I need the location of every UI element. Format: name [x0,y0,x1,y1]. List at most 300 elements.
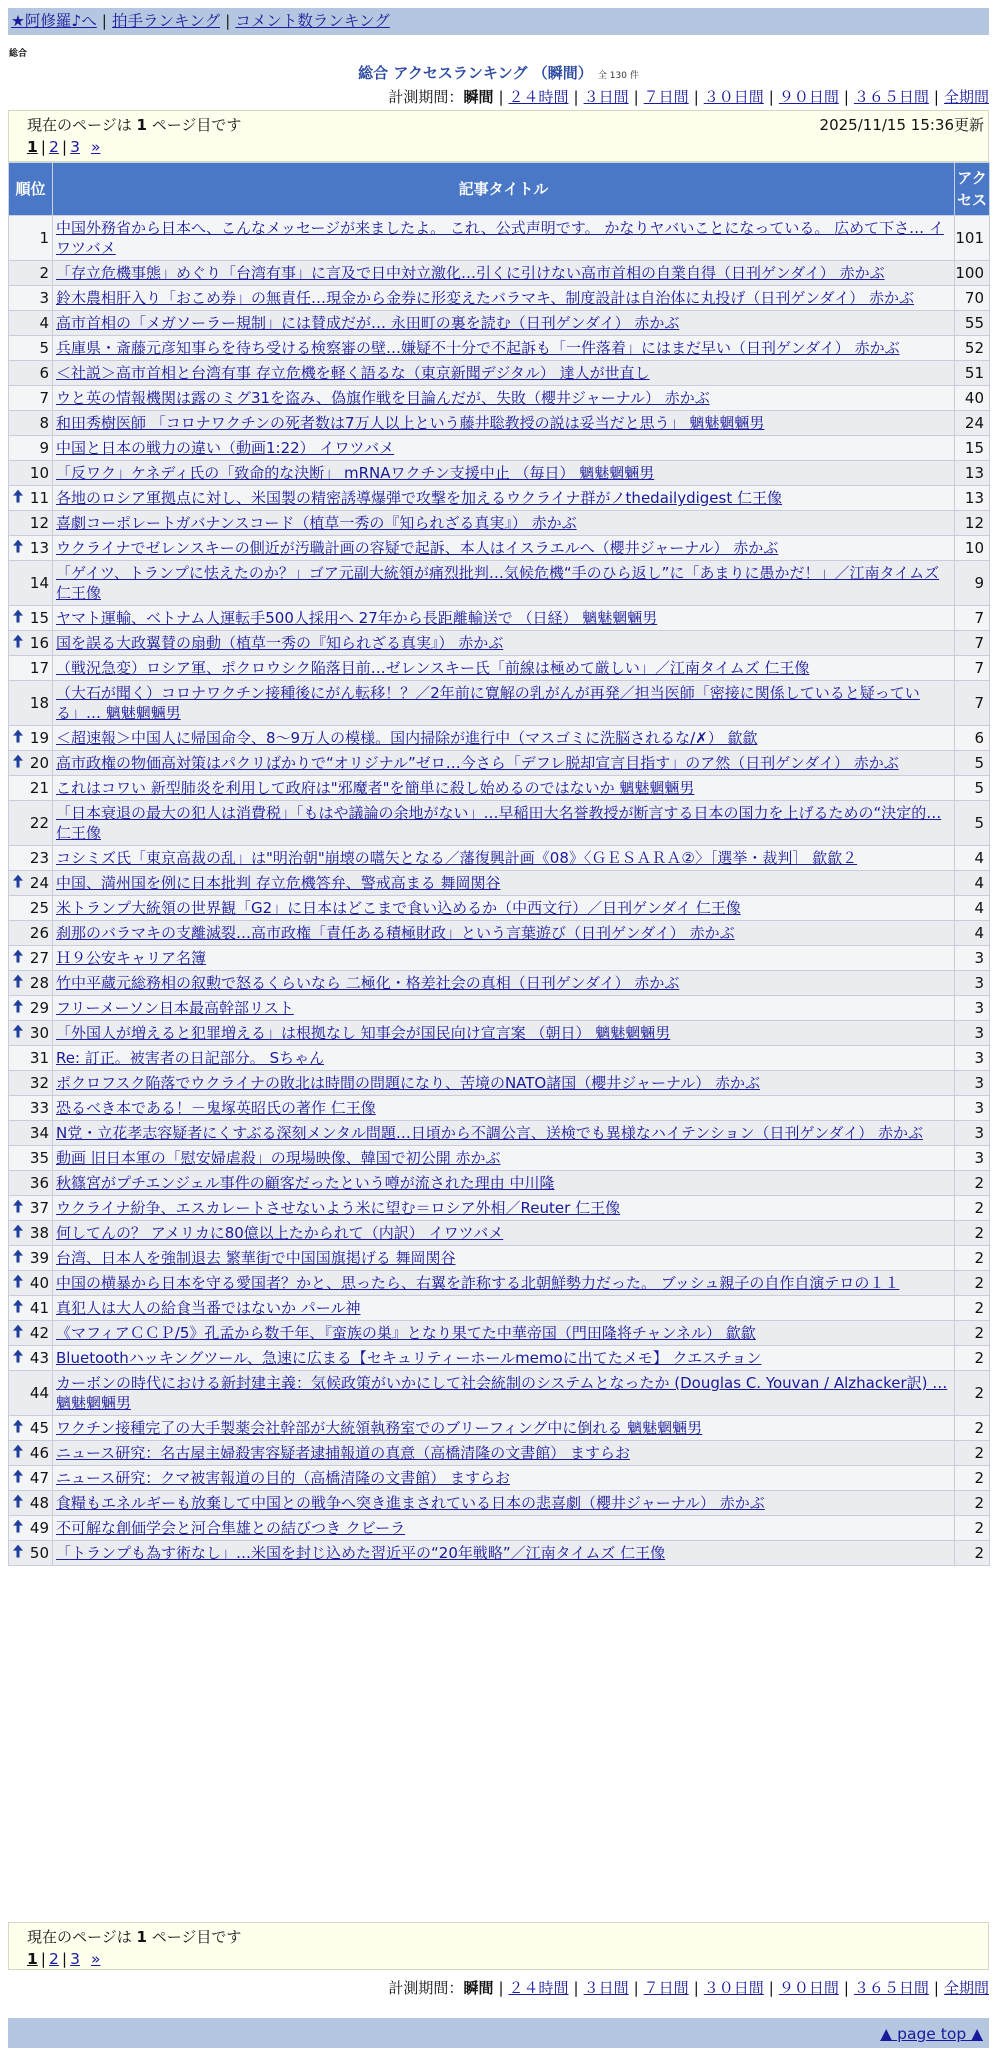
title-cell [53,726,955,751]
table-row [9,1221,990,1246]
pagination-separator: | [40,138,47,156]
header-title: 記事タイトル [53,163,955,216]
access-count: 2 [955,1491,990,1516]
period-link[interactable]: ９０日間 [778,1979,839,1997]
access-count: 101 [955,216,990,261]
article-title-link[interactable]: 各地のロシア軍拠点に対し、米国製の精密誘導爆弾で攻撃を加えるウクライナ群がノthedailydigest 仁王像 [56,489,782,507]
rank-cell [9,1321,53,1346]
rank-cell [9,1371,53,1416]
rank-number: 43 [29,1349,49,1367]
article-title-link[interactable]: （大石が聞く）コロナワクチン接種後にがん転移！？／2年前に寛解の乳がんが再発／担当医師「密接に関係していると疑っている」… 魑魅魍魎男 [56,684,920,722]
pagination-separator: | [40,1950,47,1968]
period-link[interactable]: ３６５日間 [853,1979,929,1997]
table-row [9,1441,990,1466]
pagination-link[interactable]: 2 [49,1950,59,1968]
access-count: 2 [955,1346,990,1371]
access-count: 2 [955,1221,990,1246]
rank-number: 30 [29,1024,49,1042]
rank-cell [9,726,53,751]
rank-up-arrow-icon [13,1275,23,1291]
period-separator: | [633,88,639,106]
rank-cell [9,1541,53,1566]
period-separator: | [693,88,699,106]
rank-cell [9,1466,53,1491]
rank-number: 10 [29,464,49,482]
total-count: 全 130 件 [597,71,639,81]
rank-up-arrow-icon [13,490,23,506]
period-separator: | [843,1979,849,1997]
article-title-link[interactable]: 《マフィアＣＣＰ/5》孔孟から数千年、『蛮族の巣』となり果てた中華帝国（門田隆将チャンネル） 歙歙 [56,1324,756,1342]
ranking-table [8,162,990,1566]
period-label: 計測期間： [388,1979,464,1997]
title-cell [53,286,955,311]
access-count: 3 [955,1121,990,1146]
rank-up-arrow-icon [13,1300,23,1316]
rank-cell [9,311,53,336]
rank-number: 7 [39,389,49,407]
rank-number: 19 [29,729,49,747]
period-link[interactable]: ３日間 [583,1979,629,1997]
rank-up-arrow-icon [13,1325,23,1341]
header-access: アクセス [955,163,990,216]
article-title-link[interactable]: 米トランプ大統領の世界観「G2」に日本はどこまで食い込めるか（中西文行）／日刊ゲンダイ 仁王像 [56,899,741,917]
article-title-link[interactable]: Ｈ９公安キャリア名簿 [56,949,207,967]
table-row [9,776,990,801]
access-count: 3 [955,946,990,971]
period-separator: | [498,88,504,106]
article-title-link[interactable]: 不可解な創価学会と河合隼雄との結びつき クビーラ [56,1519,406,1537]
rank-number: 6 [39,364,49,382]
title-cell [53,1246,955,1271]
rank-up-arrow-icon [13,1420,23,1436]
table-row [9,946,990,971]
article-title-link[interactable]: カーボンの時代における新封建主義：気候政策がいかにして社会統制のシステムとなったか (Douglas C. Youvan / Alzhacker訳) … 魑魅魍魎男 [56,1374,948,1412]
rank-number: 47 [29,1469,49,1487]
rank-cell [9,1221,53,1246]
rank-number: 25 [29,899,49,917]
title-cell [53,946,955,971]
table-row [9,726,990,751]
period-separator: | [768,1979,774,1997]
article-title-link[interactable]: ニュース研究：名古屋主婦殺害容疑者逮捕報道の真意（高橋清隆の文書館） ますらお [56,1444,631,1462]
title-cell [53,1171,955,1196]
access-count: 6 [955,726,990,751]
pagination-next[interactable]: » [90,1950,101,1968]
rank-number: 14 [29,574,49,592]
period-link[interactable]: ３６５日間 [853,88,929,106]
page-title-text: 総合 アクセスランキング （瞬間） [358,64,593,82]
rank-number: 34 [29,1124,49,1142]
article-title-link[interactable]: 動画 旧日本軍の「慰安婦虐殺」の現場映像、韓国で初公開 赤かぶ [56,1149,501,1167]
rank-cell [9,216,53,261]
article-title-link[interactable]: 刹那のバラマキの支離滅裂…高市政権「責任ある積極財政」という言葉遊び（日刊ゲンダイ） 赤かぶ [56,924,735,942]
nav-separator: | [225,12,231,30]
table-row [9,1346,990,1371]
article-title-link[interactable]: 「外国人が増えると犯罪増える」は根拠なし 知事会が国民向け宣言案 （朝日） 魑魅魍魎男 [56,1024,671,1042]
period-link[interactable]: ９０日間 [778,88,839,106]
rank-cell [9,896,53,921]
title-cell [53,996,955,1021]
period-separator: | [843,88,849,106]
table-row [9,1146,990,1171]
table-row [9,561,990,606]
article-title-link[interactable]: ＜社説＞高市首相と台湾有事 存立危機を軽く語るな（東京新聞デジタル） 達人が世直し [56,364,650,382]
period-separator: | [633,1979,639,1997]
article-title-link[interactable]: Re: 訂正。被害者の日記部分。 Sちゃん [56,1049,325,1067]
table-row [9,971,990,996]
title-cell [53,511,955,536]
rank-number: 27 [29,949,49,967]
article-title-link[interactable]: 鈴木農相肝入り「おこめ券」の無責任…現金から金券に形変えたバラマキ、制度設計は自治体に丸投げ（日刊ゲンダイ） 赤かぶ [56,289,914,307]
period-link[interactable]: ２４時間 [508,88,569,106]
article-title-link[interactable]: ヤマト運輸、ベトナム人運転手500人採用へ 27年から長距離輸送で （日経） 魑魅魍魎男 [56,609,658,627]
current-page-text: 現在のページは 1 ページ目です [27,116,242,134]
rank-number: 21 [29,779,49,797]
access-count: 5 [955,751,990,776]
rank-cell [9,751,53,776]
article-title-link[interactable]: 中国と日本の戦力の違い（動画1:22） イワツバメ [56,439,395,457]
period-link[interactable]: ３０日間 [703,88,764,106]
rank-number: 16 [29,634,49,652]
rank-cell [9,1146,53,1171]
table-row [9,311,990,336]
table-row [9,336,990,361]
access-count: 3 [955,1021,990,1046]
rank-cell [9,1516,53,1541]
title-cell [53,1221,955,1246]
access-count: 2 [955,1441,990,1466]
title-cell [53,1071,955,1096]
table-row [9,1541,990,1566]
period-separator: | [768,88,774,106]
title-cell [53,1021,955,1046]
access-count: 4 [955,896,990,921]
rank-number: 24 [29,874,49,892]
rank-cell [9,1021,53,1046]
period-link[interactable]: 全期間 [943,1979,989,1997]
rank-number: 50 [29,1544,49,1562]
title-cell [53,436,955,461]
article-title-link[interactable]: 食糧もエネルギーも放棄して中国との戦争へ突き進まされている日本の悲喜劇（櫻井ジャーナル） 赤かぶ [56,1494,765,1512]
title-cell [53,1491,955,1516]
title-cell [53,1416,955,1441]
nav-separator: | [101,12,108,30]
access-count: 3 [955,1096,990,1121]
article-title-link[interactable]: Bluetoothハッキングツール、急速に広まる【セキュリティーホールmemoに出てたメモ】 クエスチョン [56,1349,762,1367]
period-separator: | [933,1979,939,1997]
title-cell [53,361,955,386]
article-title-link[interactable]: 「ゲイツ、トランプに怯えたのか？」ゴア元副大統領が痛烈批判…気候危機“手のひら返し”に「あまりに愚かだ！」／江南タイムズ 仁王像 [56,564,940,602]
rank-number: 46 [29,1444,49,1462]
title-cell [53,776,955,801]
title-cell [53,971,955,996]
rank-cell [9,336,53,361]
rank-cell [9,1416,53,1441]
table-row [9,1416,990,1441]
title-cell [53,216,955,261]
period-link[interactable]: ３日間 [583,88,629,106]
page-top-link[interactable]: ▲ page top ▲ [880,2025,983,2043]
title-cell [53,656,955,681]
access-count: 2 [955,1246,990,1271]
article-title-link[interactable]: 高市政権の物価高対策はパクリばかりで“オリジナル”ゼロ…今さら「デフレ脱却宣言目指す」のア然（日刊ゲンダイ） 赤かぶ [56,754,899,772]
table-row [9,921,990,946]
title-cell [53,261,955,286]
rank-number: 44 [29,1384,49,1402]
period-current: 瞬間 [463,88,494,106]
page-title [0,62,997,83]
rank-cell [9,871,53,896]
rank-number: 1 [39,229,49,247]
table-row [9,1371,990,1416]
rank-up-arrow-icon [13,1200,23,1216]
rank-number: 12 [29,514,49,532]
access-count: 3 [955,996,990,1021]
period-current: 瞬間 [463,1979,494,1997]
article-title-link[interactable]: コシミズ氏「東京高裁の乱」は"明治朝"崩壊の嚆矢となる／藩復興計画《08》〈ＧＥＳＡＲＡ②〉［選挙・裁判］ 歙歙２ [56,849,858,867]
access-count: 70 [955,286,990,311]
access-count: 40 [955,386,990,411]
rank-up-arrow-icon [13,950,23,966]
rank-cell [9,776,53,801]
rank-cell [9,561,53,606]
period-link[interactable]: ３０日間 [703,1979,764,1997]
table-row [9,896,990,921]
rank-cell [9,486,53,511]
rank-cell [9,1196,53,1221]
article-title-link[interactable]: 「日本衰退の最大の犯人は消費税」「もはや議論の余地がない」…早稲田大名誉教授が断言する日本の国力を上げるための“決定的… 仁王像 [56,804,942,842]
pagination-next[interactable]: » [90,138,101,156]
table-row [9,1021,990,1046]
rank-number: 32 [29,1074,49,1092]
table-row [9,606,990,631]
rank-up-arrow-icon [13,975,23,991]
period-link[interactable]: ７日間 [643,88,689,106]
table-row [9,261,990,286]
table-row [9,1071,990,1096]
rank-cell [9,946,53,971]
rank-up-arrow-icon [13,1025,23,1041]
article-title-link[interactable]: 恐るべき本である！－鬼塚英昭氏の著作 仁王像 [56,1099,376,1117]
home-link[interactable]: ★阿修羅♪へ [11,12,97,30]
title-cell [53,1096,955,1121]
article-title-link[interactable]: ワクチン接種完了の大手製薬会社幹部が大統領執務室でのブリーフィング中に倒れる 魑魅魍魎男 [56,1419,703,1437]
rank-number: 31 [29,1049,49,1067]
access-count: 51 [955,361,990,386]
article-title-link[interactable]: 真犯人は大人の給食当番ではないか パール神 [56,1299,361,1317]
period-selector-top [388,86,989,107]
access-count: 15 [955,436,990,461]
article-title-link[interactable]: これはコワい 新型肺炎を利用して政府は"邪魔者"を簡単に殺し始めるのではないか 魑魅魍魎男 [56,779,695,797]
rank-number: 39 [29,1249,49,1267]
article-title-link[interactable]: 中国、満州国を例に日本批判 存立危機答弁、警戒高まる 舞岡関谷 [56,874,501,892]
title-cell [53,1296,955,1321]
title-cell [53,1516,955,1541]
pagination-spacer [80,1950,91,1968]
table-row [9,361,990,386]
title-cell [53,631,955,656]
rank-number: 38 [29,1224,49,1242]
rank-up-arrow-icon [13,755,23,771]
rank-number: 45 [29,1419,49,1437]
table-row [9,801,990,846]
pagination-link[interactable]: 2 [49,138,59,156]
article-title-link[interactable]: 国を誤る大政翼賛の扇動（植草一秀の『知られざる真実』） 赤かぶ [56,634,504,652]
access-count: 7 [955,631,990,656]
pagination-bottom [27,1950,100,1968]
table-row [9,1516,990,1541]
rank-number: 23 [29,849,49,867]
title-cell [53,311,955,336]
access-count: 3 [955,1046,990,1071]
rank-cell [9,1121,53,1146]
rank-number: 29 [29,999,49,1017]
period-link[interactable]: ２４時間 [508,1979,569,1997]
rank-number: 11 [29,489,49,507]
article-title-link[interactable]: 兵庫県・斎藤元彦知事らを待ち受ける検察審の壁…嫌疑不十分で不起訴も「一件落着」にはまだ早い（日刊ゲンダイ） 赤かぶ [56,339,900,357]
title-cell [53,1046,955,1071]
article-title-link[interactable]: ウと英の情報機関は露のミグ31を盗み、偽旗作戦を目論んだが、失敗（櫻井ジャーナル） 赤かぶ [56,389,710,407]
rank-number: 33 [29,1099,49,1117]
article-title-link[interactable]: N党・立花孝志容疑者にくすぶる深刻メンタル問題…日頃から不調公言、送検でも異様なハイテンション（日刊ゲンダイ） 赤かぶ [56,1124,924,1142]
article-title-link[interactable]: 秋篠宮がプチエンジェル事件の顧客だったという噂が流された理由 中川隆 [56,1174,555,1192]
period-separator: | [573,88,579,106]
article-title-link[interactable]: 台湾、日本人を強制退去 繁華街で中国国旗掲げる 舞岡関谷 [56,1249,456,1267]
title-cell [53,921,955,946]
pagination-spacer [80,138,91,156]
title-cell [53,1371,955,1416]
comment-ranking-link[interactable]: コメント数ランキング [235,12,390,30]
table-row [9,436,990,461]
period-label: 計測期間： [388,88,464,106]
pagination-link[interactable]: 3 [70,1950,81,1968]
table-row [9,216,990,261]
title-cell [53,846,955,871]
rank-cell [9,1271,53,1296]
current-page-text: 現在のページは 1 ページ目です [27,1928,242,1946]
access-count: 13 [955,461,990,486]
rank-number: 5 [39,339,49,357]
access-count: 3 [955,971,990,996]
rank-number: 26 [29,924,49,942]
title-cell [53,1196,955,1221]
article-title-link[interactable]: ウクライナ紛争、エスカレートさせないよう米に望む＝ロシア外相／Reuter 仁王像 [56,1199,621,1217]
access-count: 13 [955,486,990,511]
title-cell [53,536,955,561]
period-separator: | [498,1979,504,1997]
access-count: 4 [955,921,990,946]
title-cell [53,1271,955,1296]
rank-number: 42 [29,1324,49,1342]
updated-timestamp: 2025/11/15 15:36更新 [819,116,984,134]
rank-number: 3 [39,289,49,307]
rank-cell [9,681,53,726]
rank-cell [9,1441,53,1466]
table-row [9,1121,990,1146]
rank-cell [9,1071,53,1096]
rank-cell [9,361,53,386]
rank-number: 48 [29,1494,49,1512]
rank-cell [9,1096,53,1121]
access-count: 2 [955,1321,990,1346]
title-cell [53,871,955,896]
article-title-link[interactable]: ＜超速報＞中国人に帰国命令、8～9万人の模様。国内掃除が進行中（マスゴミに洗脳されるな/✗） 歙歙 [56,729,758,747]
article-title-link[interactable]: ポクロフスク陥落でウクライナの敗北は時間の問題になり、苦境のNATO諸国（櫻井ジャーナル） 赤かぶ [56,1074,760,1092]
rank-up-arrow-icon [13,1445,23,1461]
table-row [9,871,990,896]
rank-cell [9,386,53,411]
access-count: 3 [955,1071,990,1096]
rank-up-arrow-icon [13,1470,23,1486]
article-title-link[interactable]: 高市首相の「メガソーラー規制」には賛成だが… 永田町の裏を読む（日刊ゲンダイ） 赤かぶ [56,314,680,332]
rank-up-arrow-icon [13,730,23,746]
rank-number: 15 [29,609,49,627]
pagination-current: 1 [27,138,38,156]
period-separator: | [933,88,939,106]
title-cell [53,336,955,361]
article-title-link[interactable]: 喜劇コーポレートガバナンスコード（植草一秀の『知られざる真実』） 赤かぶ [56,514,577,532]
rank-up-arrow-icon [13,1520,23,1536]
access-count: 12 [955,511,990,536]
article-title-link[interactable]: 竹中平蔵元総務相の叙勲で怒るくらいなら 二極化・格差社会の真相（日刊ゲンダイ） 赤かぶ [56,974,680,992]
applause-ranking-link[interactable]: 拍手ランキング [112,12,221,30]
table-row [9,1196,990,1221]
article-title-link[interactable]: 中国の横暴から日本を守る愛国者？かと、思ったら、右翼を詐称する北朝鮮勢力だった。 ブッシュ親子の自作自演テロの１１ [56,1274,900,1292]
rank-number: 49 [29,1519,49,1537]
pagination-top [27,138,100,156]
article-title-link[interactable]: 中国外務省から日本へ、こんなメッセージが来ましたよ。 これ、公式声明です。 かなりヤバいことになっている。 広めて下さ… イワツバメ [56,219,944,257]
table-row [9,631,990,656]
table-row [9,1321,990,1346]
rank-cell [9,536,53,561]
period-link[interactable]: ７日間 [643,1979,689,1997]
rank-up-arrow-icon [13,610,23,626]
rank-up-arrow-icon [13,1000,23,1016]
article-title-link[interactable]: 「存立危機事態」めぐり「台湾有事」に言及で日中対立激化…引くに引けない高市首相の自業自得（日刊ゲンダイ） 赤かぶ [56,264,885,282]
rank-cell [9,1246,53,1271]
article-title-link[interactable]: 「トランプも為す術なし」…米国を封じ込めた習近平の“20年戦略”／江南タイムズ 仁王像 [56,1544,666,1562]
access-count: 5 [955,801,990,846]
access-count: 7 [955,681,990,726]
table-row [9,751,990,776]
article-title-link[interactable]: ニュース研究：クマ被害報道の目的（高橋清隆の文書館） ますらお [56,1469,511,1487]
article-title-link[interactable]: （戦況急変）ロシア軍、ポクロウシク陥落目前…ゼレンスキー氏「前線は極めて厳しい」／江南タイムズ 仁王像 [56,659,810,677]
access-count: 3 [955,1146,990,1171]
article-title-link[interactable]: 和田秀樹医師 「コロナワクチンの死者数は7万人以上という藤井聡教授の説は妥当だと思う」 魑魅魍魎男 [56,414,765,432]
table-row [9,536,990,561]
pagination-link[interactable]: 3 [70,138,81,156]
article-title-link[interactable]: 「反ワク」ケネディ氏の「致命的な決断」 mRNAワクチン支援中止 （毎日） 魑魅魍魎男 [56,464,655,482]
rank-up-arrow-icon [13,540,23,556]
rank-cell [9,606,53,631]
title-cell [53,411,955,436]
table-row [9,511,990,536]
rank-number: 36 [29,1174,49,1192]
rank-number: 9 [39,439,49,457]
rank-up-arrow-icon [13,1225,23,1241]
access-count: 24 [955,411,990,436]
article-title-link[interactable]: ウクライナでゼレンスキーの側近が汚職計画の容疑で起訴、本人はイスラエルへ（櫻井ジャーナル） 赤かぶ [56,539,779,557]
period-link[interactable]: 全期間 [943,88,989,106]
title-cell [53,1346,955,1371]
pagination-separator: | [61,1950,68,1968]
title-cell [53,486,955,511]
section-label: 総合 [9,49,28,59]
article-title-link[interactable]: フリーメーソン日本最高幹部リスト [56,999,294,1017]
article-title-link[interactable]: 何してんの？ アメリカに80億以上たかられて（内訳） イワツバメ [56,1224,504,1242]
rank-number: 20 [29,754,49,772]
title-cell [53,681,955,726]
